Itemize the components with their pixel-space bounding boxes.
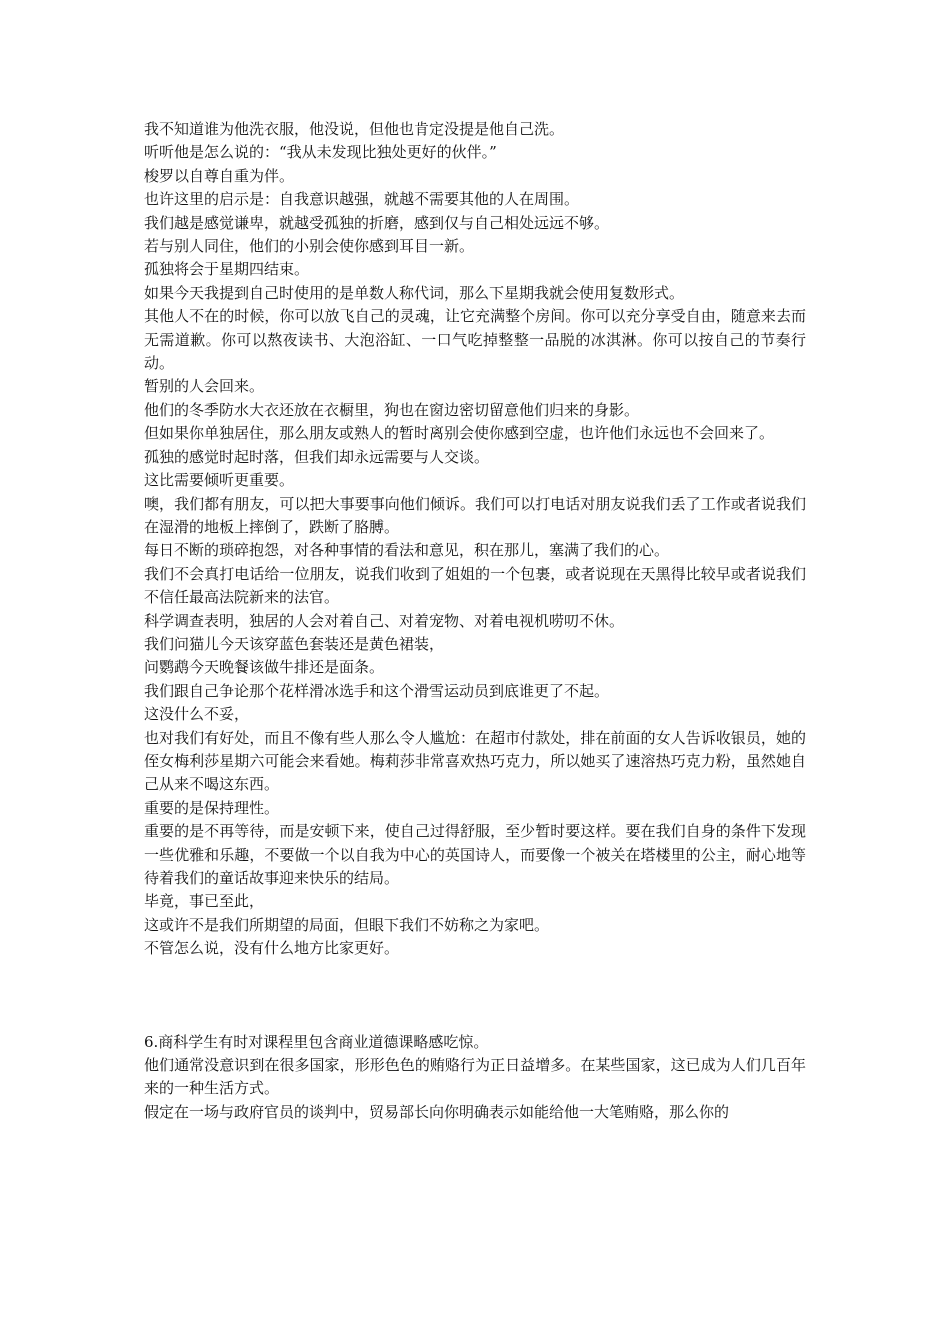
text-section-a <box>144 118 806 961</box>
section-gap <box>144 961 806 1031</box>
text-section-b <box>144 1031 806 1125</box>
paragraph: 他们的冬季防水大衣还放在衣橱里，狗也在窗边密切留意他们归来的身影。 <box>144 400 640 419</box>
paragraph: 不管怎么说，没有什么地方比家更好。 <box>144 939 400 958</box>
paragraph: 科学调查表明，独居的人会对着自己、对着宠物、对着电视机唠叨不休。 <box>144 611 625 630</box>
paragraph: 毕竟，事已至此， <box>144 892 265 911</box>
paragraph: 梭罗以自尊自重为伴。 <box>144 166 295 185</box>
paragraph: 听听他是怎么说的：“我从未发现比独处更好的伙伴。” <box>144 143 497 162</box>
paragraph: 这比需要倾听更重要。 <box>144 471 295 490</box>
paragraph: 我不知道谁为他洗衣服，他没说，但他也肯定没提是他自己洗。 <box>144 120 565 138</box>
paragraph: 也对我们有好处，而且不像有些人那么令人尴尬：在超市付款处，排在前面的女人告诉收银员，她的侄女梅利莎星期六可能会来看她。梅莉莎非常喜欢热巧克力，所以她买了速溶热巧克力粉，虽然她自己从来不喝这东西。 <box>144 728 806 794</box>
paragraph: 6.商科学生有时对课程里包含商业道德课略感吃惊。 <box>144 1032 489 1051</box>
paragraph: 这或许不是我们所期望的局面，但眼下我们不妨称之为家吧。 <box>144 915 550 934</box>
paragraph: 我们问猫儿今天该穿蓝色套装还是黄色裙装， <box>144 634 445 653</box>
paragraph: 但如果你单独居住，那么朋友或熟人的暂时离别会使你感到空虚，也许他们永远也不会回来了。 <box>144 424 775 443</box>
document-body <box>144 118 806 1124</box>
paragraph: 他们通常没意识到在很多国家，形形色色的贿赂行为正日益增多。在某些国家，这已成为人们几百年来的一种生活方式。 <box>144 1056 806 1098</box>
paragraph: 问鹦鹉今天晚餐该做牛排还是面条。 <box>144 658 385 677</box>
paragraph: 其他人不在的时候，你可以放飞自己的灵魂，让它充满整个房间。你可以充分享受自由，随意来去而无需道歉。你可以熬夜读书、大泡浴缸、一口气吃掉整整一品脱的冰淇淋。你可以按自己的节奏行动。 <box>144 307 806 373</box>
paragraph: 重要的是保持理性。 <box>144 798 280 817</box>
paragraph: 噢，我们都有朋友，可以把大事要事向他们倾诉。我们可以打电话对朋友说我们丢了工作或者说我们在湿滑的地板上摔倒了，跌断了胳膊。 <box>144 494 806 536</box>
paragraph: 假定在一场与政府官员的谈判中，贸易部长向你明确表示如能给他一大笔贿赂，那么你的 <box>144 1102 730 1121</box>
paragraph: 孤独将会于星期四结束。 <box>144 260 310 279</box>
paragraph: 重要的是不再等待，而是安顿下来，使自己过得舒服，至少暂时要这样。要在我们自身的条件下发现一些优雅和乐趣，不要做一个以自我为中心的英国诗人，而要像一个被关在塔楼里的公主，耐心地等待着我们的童话故事迎来快乐的结局。 <box>144 822 806 887</box>
paragraph: 我们不会真打电话给一位朋友，说我们收到了姐姐的一个包裹，或者说现在天黑得比较早或者说我们不信任最高法院新来的法官。 <box>144 564 806 607</box>
paragraph: 如果今天我提到自己时使用的是单数人称代词，那么下星期我就会使用复数形式。 <box>144 283 685 302</box>
paragraph: 也许这里的启示是：自我意识越强，就越不需要其他的人在周围。 <box>144 190 580 209</box>
paragraph: 每日不断的琐碎抱怨，对各种事情的看法和意见，积在那儿，塞满了我们的心。 <box>144 541 670 560</box>
paragraph: 这没什么不妥， <box>144 705 250 724</box>
paragraph: 我们跟自己争论那个花样滑冰选手和这个滑雪运动员到底谁更了不起。 <box>144 681 610 700</box>
paragraph: 我们越是感觉谦卑，就越受孤独的折磨，感到仅与自己相处远远不够。 <box>144 213 610 232</box>
paragraph: 若与别人同住，他们的小别会使你感到耳目一新。 <box>144 237 475 256</box>
paragraph: 孤独的感觉时起时落，但我们却永远需要与人交谈。 <box>144 447 490 466</box>
paragraph: 暂别的人会回来。 <box>144 377 265 396</box>
